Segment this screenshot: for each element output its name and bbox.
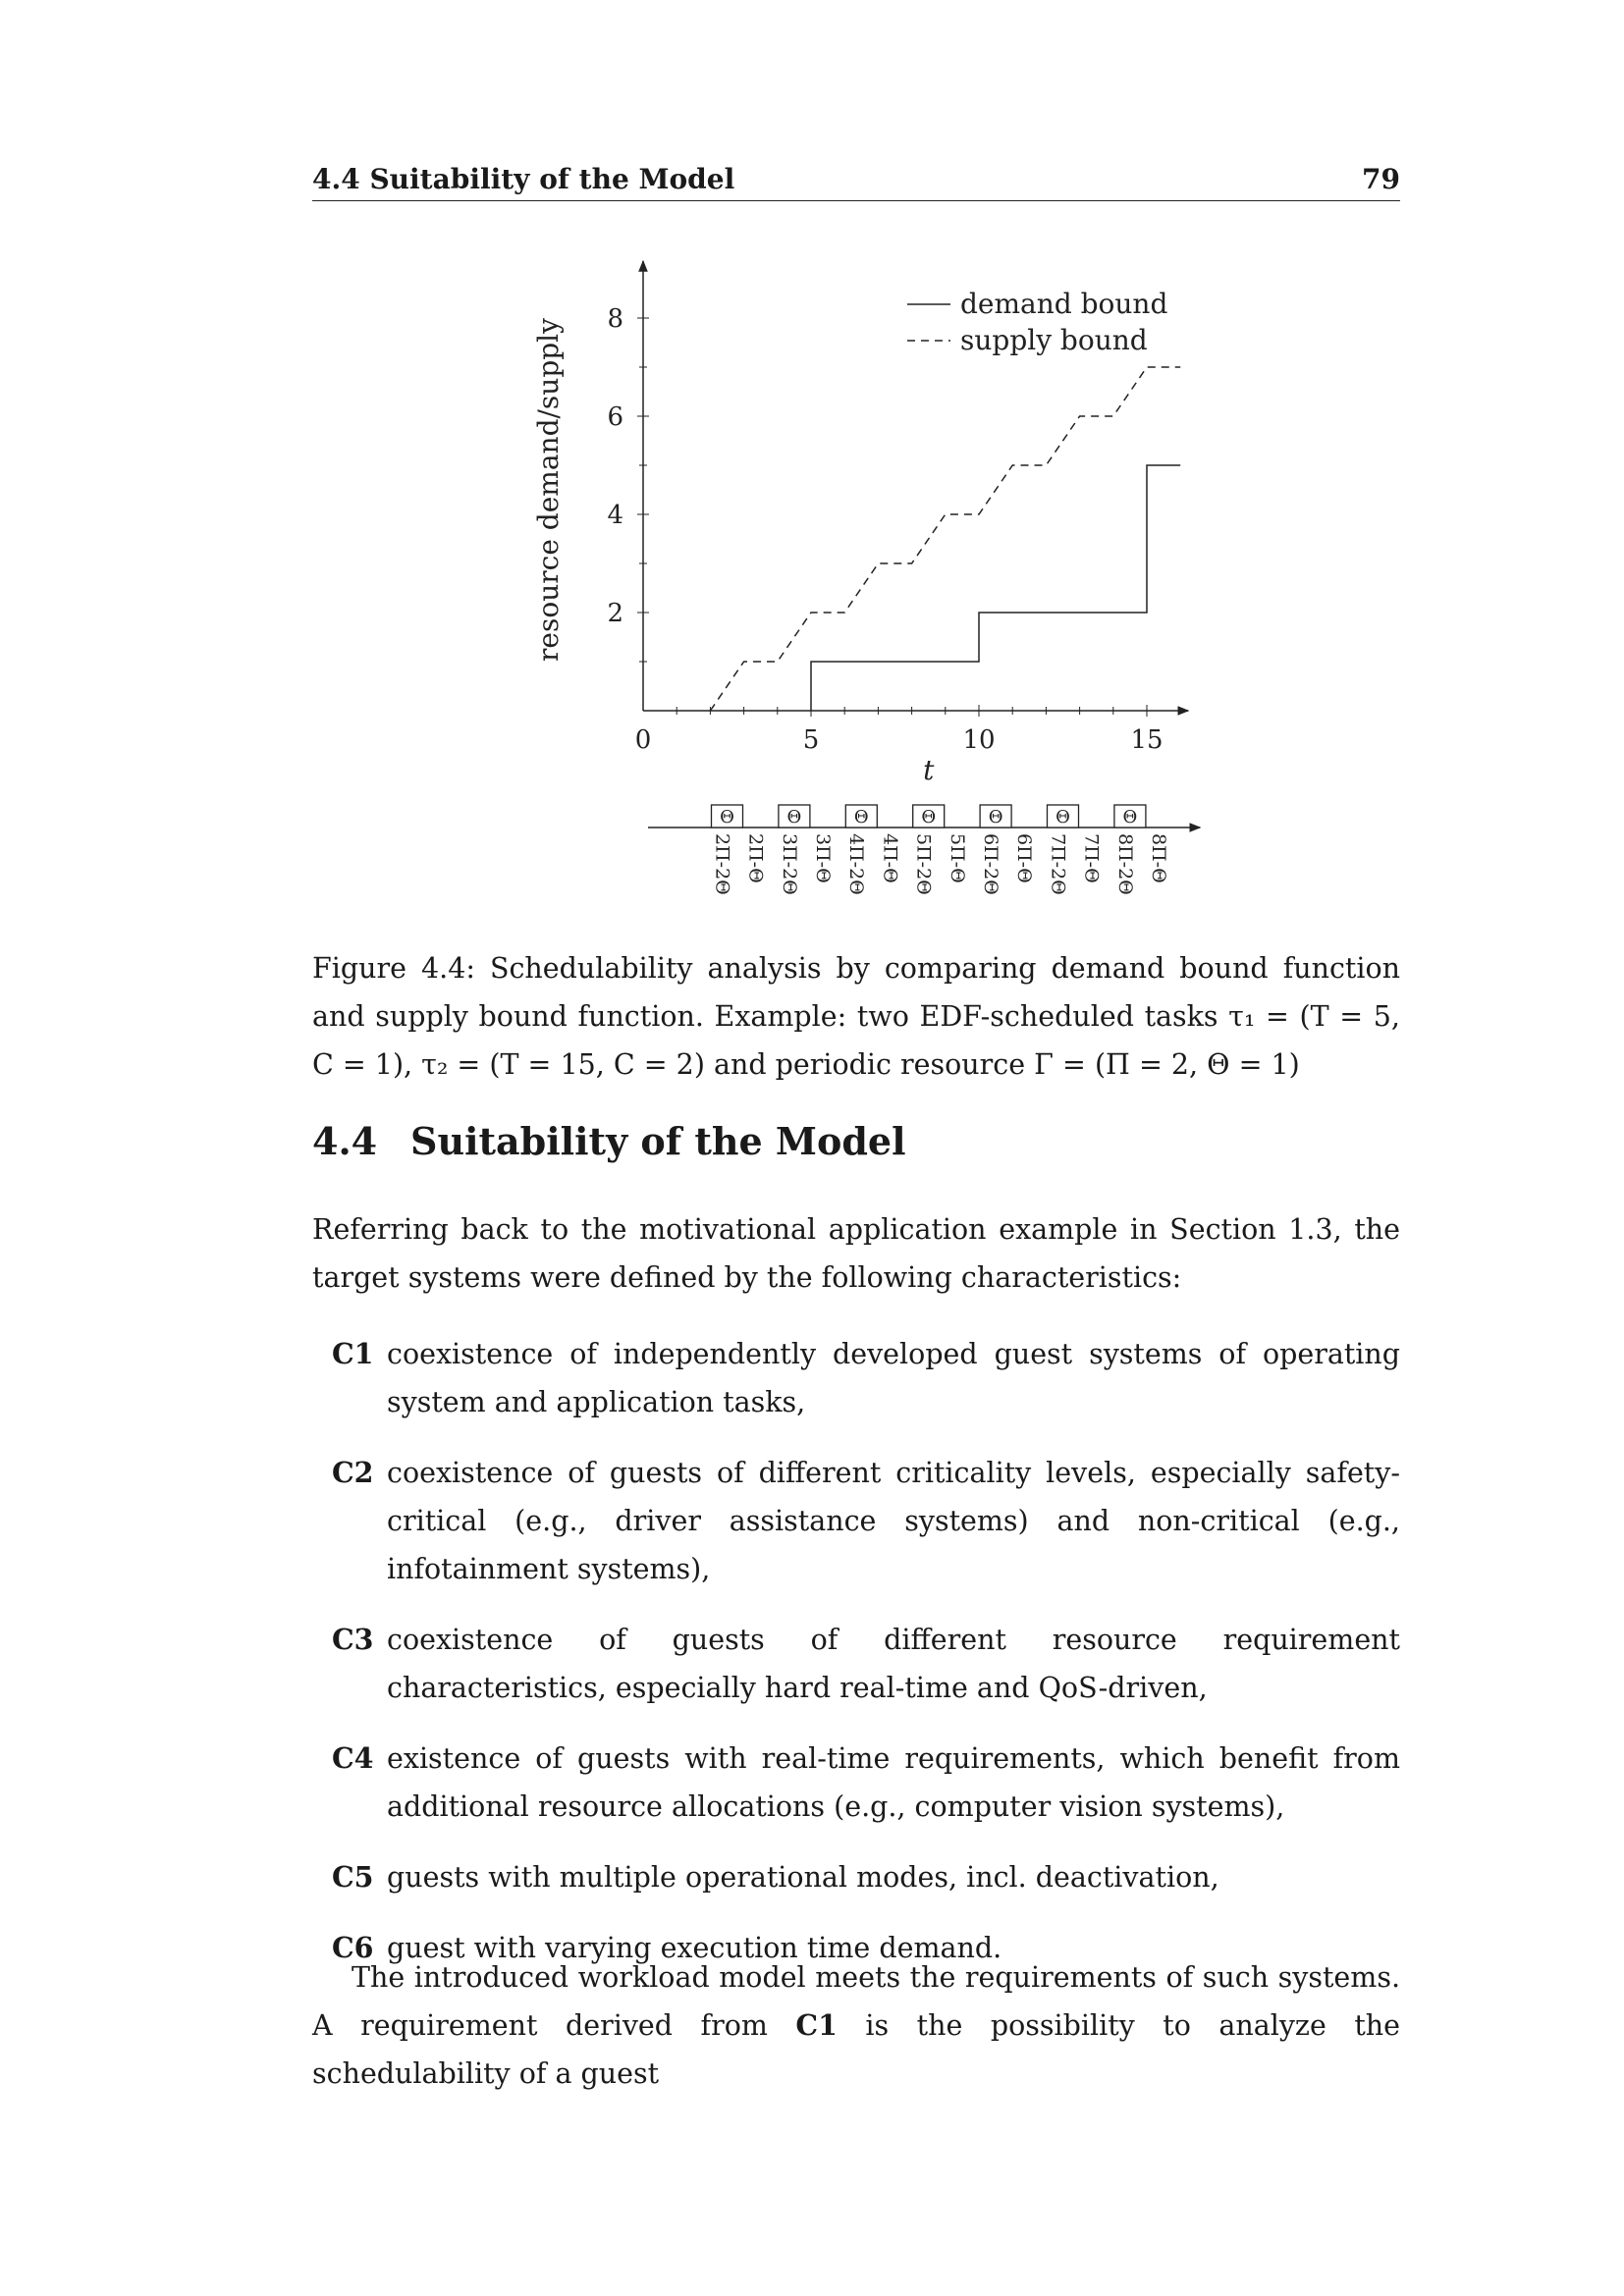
section-title: Suitability of the Model [410, 1119, 906, 1163]
item-code: C3 [332, 1623, 374, 1656]
timeline-label: 5Π-Θ [946, 833, 968, 883]
theta-box-label: Θ [720, 807, 734, 828]
figure-caption: Figure 4.4: Schedulability analysis by comparing demand bound function and supply bound function. Example: two EDF-scheduled tasks τ₁ = (T = 5, C = 1), τ₂ = (T = 15, C = 2) and periodic resource Γ = (Π = 2, Θ = 1) [312, 952, 1400, 1081]
chart-legend [907, 288, 1167, 356]
timeline-label: 8Π-Θ [1148, 833, 1169, 883]
supply-bound-line [710, 367, 1180, 711]
list-item [312, 1853, 1400, 1901]
closing-paragraph [312, 1953, 1400, 2098]
intro-paragraph: Referring back to the motivational application example in Section 1.3, the target systems were defined by the following characteristics: [312, 1213, 1400, 1294]
theta-box-label: Θ [1122, 807, 1138, 828]
theta-box-label: Θ [988, 807, 1003, 828]
timeline-label: 7Π-Θ [1080, 833, 1103, 883]
item-text: coexistence of guests of different resource requirement characteristics, especially hard real-time and QoS-driven, [387, 1624, 1400, 1704]
item-code: C1 [332, 1337, 374, 1370]
theta-box-label: Θ [1056, 807, 1070, 828]
item-text: existence of guests with real-time requirements, which benefit from additional resource allocations (e.g., computer vision systems), [387, 1742, 1400, 1823]
y-tick-label: 8 [607, 304, 623, 334]
timeline-label: 4Π-Θ [879, 833, 901, 883]
theta-box-label: Θ [786, 807, 802, 828]
timeline-label: 8Π-2Θ [1113, 833, 1136, 895]
theta-box-label: Θ [921, 807, 937, 828]
timeline-label: 2Π-2Θ [711, 833, 733, 895]
demand-bound-line [811, 465, 1180, 711]
timeline-label: 3Π-Θ [812, 833, 834, 883]
timeline-label: 4Π-2Θ [845, 833, 868, 895]
item-text: guests with multiple operational modes, incl. deactivation, [387, 1861, 1219, 1894]
page-number: 79 [1362, 163, 1400, 195]
legend-label: demand bound [960, 288, 1168, 320]
list-item [312, 1449, 1400, 1593]
x-tick-label: 10 [962, 725, 996, 755]
item-text: coexistence of guests of different criticality levels, especially safety-critical (e.g., driver assistance systems) and non-critical (e.g., infotainment systems), [387, 1457, 1400, 1585]
y-tick-label: 2 [607, 599, 623, 628]
list-item [312, 1616, 1400, 1712]
x-tick-label: 0 [634, 725, 652, 755]
item-code: C6 [332, 1931, 374, 1964]
timeline-label: 6Π-Θ [1013, 833, 1036, 883]
x-tick-label: 5 [802, 725, 820, 755]
legend-label: supply bound [960, 324, 1148, 356]
closing-text-2: is the possibility to analyze the schedulability of a guest [312, 2009, 1400, 2090]
item-code: C5 [332, 1860, 374, 1894]
closing-ref: C1 [795, 2008, 838, 2042]
timeline-label: 6Π-2Θ [980, 833, 1001, 895]
timeline-label: 7Π-2Θ [1047, 833, 1069, 895]
item-code: C2 [332, 1456, 374, 1489]
timeline-label: 3Π-2Θ [778, 833, 800, 895]
x-axis-label: t [923, 754, 935, 786]
chart-series [710, 367, 1180, 711]
y-tick-label: 4 [607, 501, 623, 530]
item-text: coexistence of independently developed guest systems of operating system and application tasks, [387, 1338, 1400, 1418]
closing-text-1: The introduced workload model meets the requirements of such systems. A requirement derived from [312, 1961, 1400, 2042]
item-code: C4 [332, 1741, 374, 1775]
x-tick-label: 15 [1130, 725, 1164, 755]
item-text: guest with varying execution time demand. [387, 1932, 1002, 1964]
list-item [312, 1330, 1400, 1426]
y-tick-label: 6 [607, 402, 623, 432]
timeline-label: 2Π-Θ [744, 833, 767, 883]
y-axis-label: resource demand/supply [532, 318, 565, 662]
running-head-title: 4.4 Suitability of the Model [312, 163, 735, 195]
characteristics-list [312, 1330, 1400, 1995]
theta-box-label: Θ [853, 807, 869, 828]
figure-4-4 [0, 0, 1624, 942]
list-item [312, 1735, 1400, 1831]
timeline-label: 5Π-2Θ [912, 833, 935, 895]
timeline-diagram [648, 805, 1200, 895]
section-heading [312, 1119, 906, 1163]
section-number: 4.4 [312, 1119, 378, 1163]
